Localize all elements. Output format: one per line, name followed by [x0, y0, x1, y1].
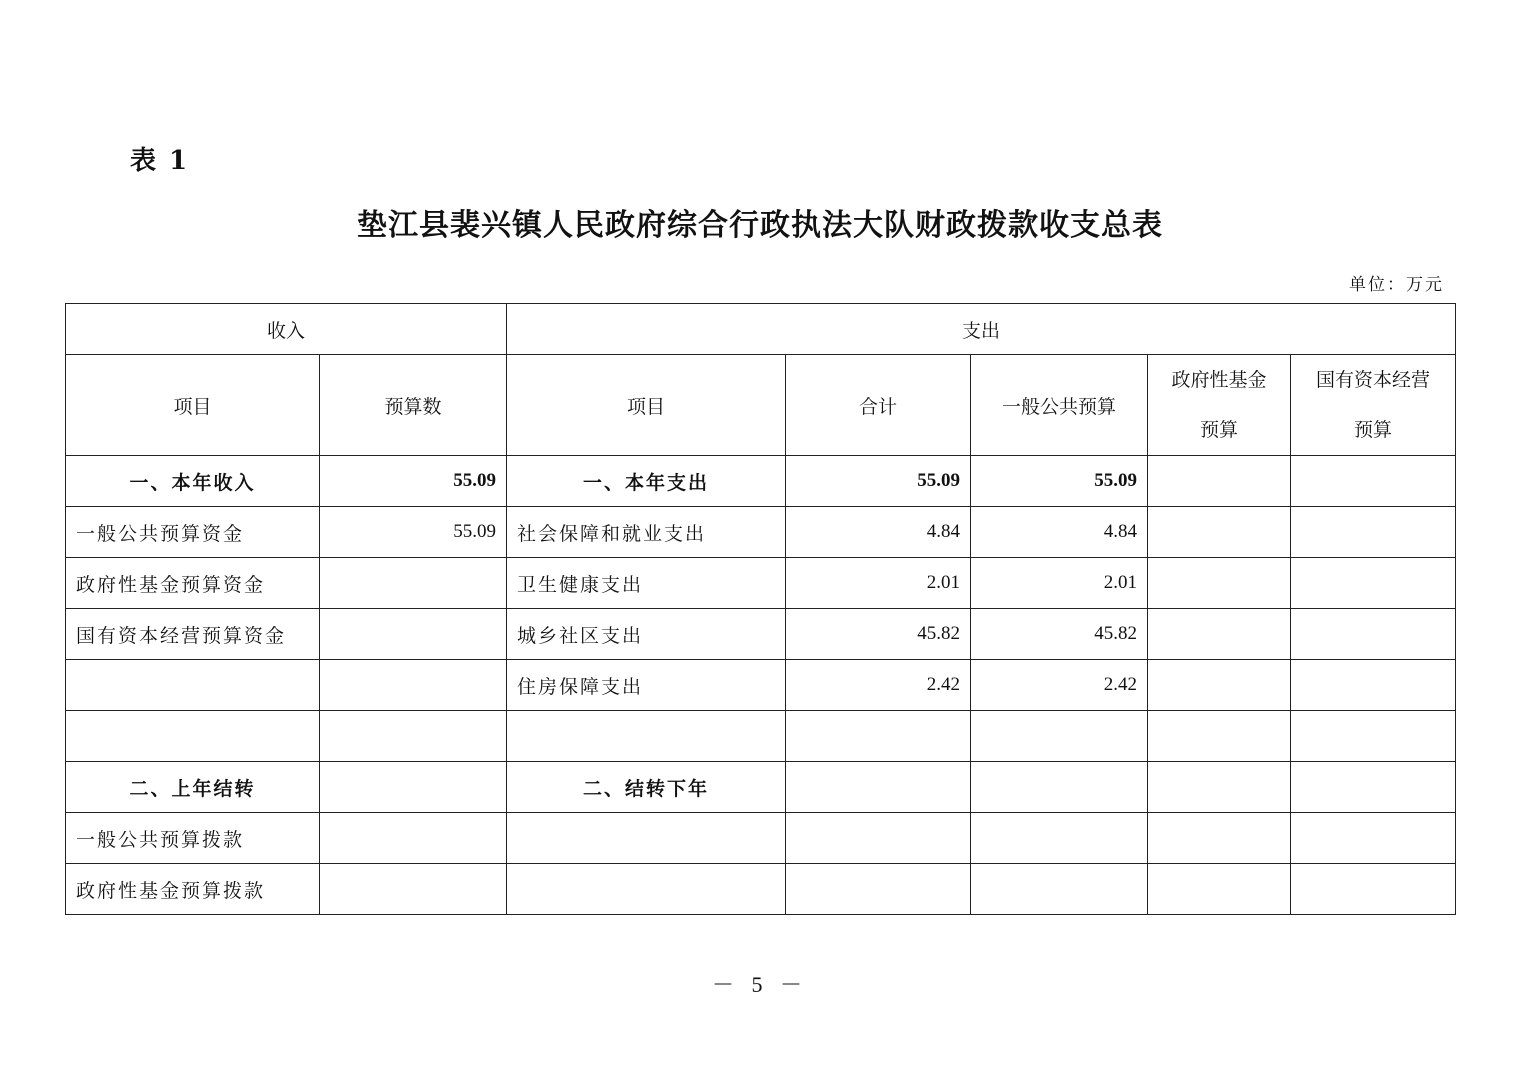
- page-title: 垫江县裴兴镇人民政府综合行政执法大队财政拨款收支总表: [357, 208, 1163, 243]
- income-item-cell: [66, 711, 320, 762]
- total-cell: [786, 813, 971, 864]
- total-cell: [786, 864, 971, 915]
- total-cell: 45.82: [786, 609, 971, 660]
- total-cell: 2.42: [786, 660, 971, 711]
- general-budget-cell: 4.84: [971, 507, 1148, 558]
- income-item-cell: 政府性基金预算资金: [66, 558, 320, 609]
- unit-label: 单位：万元: [1349, 275, 1444, 295]
- table-row: [66, 864, 1456, 915]
- state-capital-budget-cell: [1291, 609, 1456, 660]
- gov-fund-budget-cell: [1148, 660, 1291, 711]
- income-budget-cell: [320, 762, 507, 813]
- income-item-cell: [66, 660, 320, 711]
- income-header: 收入: [66, 304, 507, 355]
- gov-fund-budget-cell: [1148, 864, 1291, 915]
- gov-fund-budget-cell: [1148, 813, 1291, 864]
- income-item-cell: 一、本年收入: [66, 456, 320, 507]
- general-budget-cell: 2.42: [971, 660, 1148, 711]
- general-budget-cell: 2.01: [971, 558, 1148, 609]
- general-budget-cell: [971, 762, 1148, 813]
- total-cell: 4.84: [786, 507, 971, 558]
- table-row: [66, 762, 1456, 813]
- table-row: [66, 609, 1456, 660]
- gov-fund-budget-header: 政府性基金预算: [1148, 355, 1291, 456]
- table-row: [66, 813, 1456, 864]
- expense-item-cell: [507, 813, 786, 864]
- header-row-2: [66, 355, 1456, 456]
- gov-fund-budget-cell: [1148, 711, 1291, 762]
- income-item-cell: 国有资本经营预算资金: [66, 609, 320, 660]
- income-item-cell: 二、上年结转: [66, 762, 320, 813]
- expense-item-cell: 住房保障支出: [507, 660, 786, 711]
- income-budget-cell: [320, 558, 507, 609]
- state-capital-budget-cell: [1291, 456, 1456, 507]
- income-item-cell: 政府性基金预算拨款: [66, 864, 320, 915]
- income-budget-cell: 55.09: [320, 507, 507, 558]
- gov-fund-budget-cell: [1148, 609, 1291, 660]
- expense-item-header: 项目: [507, 355, 786, 456]
- income-item-cell: 一般公共预算拨款: [66, 813, 320, 864]
- table-body: [66, 456, 1456, 915]
- general-budget-cell: [971, 864, 1148, 915]
- expense-header: 支出: [507, 304, 1456, 355]
- expense-item-cell: 社会保障和就业支出: [507, 507, 786, 558]
- expense-item-cell: 卫生健康支出: [507, 558, 786, 609]
- expense-item-cell: 一、本年支出: [507, 456, 786, 507]
- state-capital-budget-cell: [1291, 813, 1456, 864]
- table-row: [66, 558, 1456, 609]
- state-capital-budget-cell: [1291, 711, 1456, 762]
- budget-summary-table: [65, 303, 1456, 915]
- total-cell: 2.01: [786, 558, 971, 609]
- state-capital-budget-cell: [1291, 558, 1456, 609]
- table-row: [66, 660, 1456, 711]
- income-budget-header: 预算数: [320, 355, 507, 456]
- state-capital-budget-cell: [1291, 660, 1456, 711]
- gov-fund-budget-cell: [1148, 456, 1291, 507]
- table-row: [66, 456, 1456, 507]
- income-budget-cell: [320, 609, 507, 660]
- income-item-header: 项目: [66, 355, 320, 456]
- expense-item-cell: [507, 864, 786, 915]
- general-budget-cell: [971, 813, 1148, 864]
- income-budget-cell: [320, 864, 507, 915]
- expense-item-cell: [507, 711, 786, 762]
- table-label: 表 1: [130, 146, 190, 176]
- expense-item-cell: 城乡社区支出: [507, 609, 786, 660]
- state-capital-budget-cell: [1291, 762, 1456, 813]
- total-header: 合计: [786, 355, 971, 456]
- state-capital-budget-header: 国有资本经营预算: [1291, 355, 1456, 456]
- income-budget-cell: [320, 813, 507, 864]
- general-budget-cell: [971, 711, 1148, 762]
- general-budget-cell: 55.09: [971, 456, 1148, 507]
- page-number: － 5 －: [711, 972, 808, 997]
- income-budget-cell: [320, 711, 507, 762]
- total-cell: [786, 711, 971, 762]
- income-item-cell: 一般公共预算资金: [66, 507, 320, 558]
- table-row: [66, 507, 1456, 558]
- state-capital-budget-cell: [1291, 507, 1456, 558]
- gov-fund-budget-cell: [1148, 558, 1291, 609]
- income-budget-cell: 55.09: [320, 456, 507, 507]
- header-row-1: [66, 304, 1456, 355]
- state-capital-budget-cell: [1291, 864, 1456, 915]
- general-budget-header: 一般公共预算: [971, 355, 1148, 456]
- gov-fund-budget-cell: [1148, 507, 1291, 558]
- general-budget-cell: 45.82: [971, 609, 1148, 660]
- income-budget-cell: [320, 660, 507, 711]
- expense-item-cell: 二、结转下年: [507, 762, 786, 813]
- table-row: [66, 711, 1456, 762]
- gov-fund-budget-cell: [1148, 762, 1291, 813]
- total-cell: 55.09: [786, 456, 971, 507]
- total-cell: [786, 762, 971, 813]
